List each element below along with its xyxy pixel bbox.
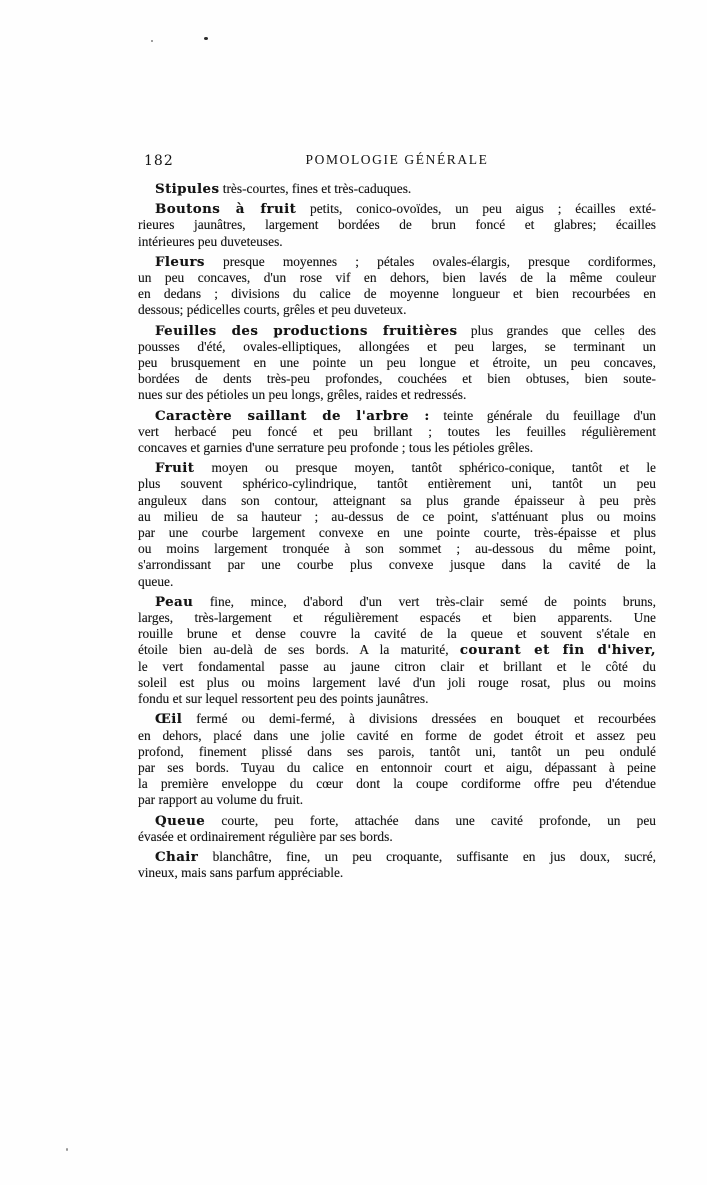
text-run: ou moins largement tronquée à son sommet ; au-dessous du même point,	[138, 541, 656, 557]
text-line	[138, 493, 656, 509]
paragraph	[138, 181, 656, 197]
scan-speck	[204, 37, 208, 40]
text-line	[138, 355, 656, 371]
bold-term: Fleurs	[155, 253, 205, 270]
text-line	[138, 424, 656, 440]
text-line	[138, 181, 656, 197]
text-run: blanchâtre, fine, un peu croquante, suffisante en jus doux, sucré,	[198, 848, 656, 864]
text-run: moyen ou presque moyen, tantôt sphérico-conique, tantôt et le	[194, 460, 656, 476]
text-line	[138, 574, 656, 590]
text-run: bordées de dents très-peu profondes, couchées et bien obtuses, bien soute-	[138, 371, 656, 387]
text-line	[138, 371, 656, 387]
text-run: concaves et garnies d'une serrature peu profonde ; tous les pétioles grêles.	[138, 440, 534, 456]
text-line	[138, 408, 656, 424]
paragraph	[138, 594, 656, 707]
bold-term: Feuilles des productions fruitières	[155, 322, 458, 339]
text-run: presque moyennes ; pétales ovales-élargis, presque cordiformes,	[204, 253, 656, 269]
text-run: petits, conico-ovoïdes, un peu aigus ; écailles exté-	[296, 201, 657, 217]
paragraph	[138, 323, 656, 404]
text-run: très-courtes, fines et très-caduques.	[219, 181, 412, 196]
text-line	[138, 440, 656, 456]
text-line	[138, 302, 656, 318]
text-run: le vert fondamental passe au jaune citron clair et brillant et le côté du	[138, 658, 656, 674]
bold-term: Chair	[155, 848, 199, 865]
body-text	[138, 181, 656, 881]
text-run: profond, finement plissé dans ses parois, tantôt uni, tantôt un peu ondulé	[138, 743, 656, 759]
text-run: vert herbacé peu foncé et peu brillant ; toutes les feuilles régulièrement	[138, 423, 656, 439]
paragraph	[138, 201, 656, 250]
running-title: POMOLOGIE GÉNÉRALE	[305, 152, 489, 167]
text-run: au milieu de sa hauteur ; au-dessus de ce point, s'atténuant plus ou moins	[138, 508, 656, 524]
text-line	[138, 711, 656, 727]
paragraph	[138, 254, 656, 319]
text-run: nues sur des pétioles un peu longs, grêles, raides et redressés.	[138, 387, 467, 403]
text-line	[138, 760, 656, 776]
scan-speck	[151, 40, 153, 42]
text-column	[138, 150, 656, 885]
text-line	[138, 254, 656, 270]
text-line	[138, 744, 656, 760]
text-line	[138, 339, 656, 355]
text-line	[138, 217, 656, 233]
bold-term: Œil	[155, 711, 183, 728]
text-line	[138, 323, 656, 339]
scan-speck	[66, 1148, 68, 1151]
page-header	[138, 150, 656, 170]
text-run: courte, peu forte, attachée dans une cavité profonde, un peu	[205, 812, 656, 828]
text-line	[138, 610, 656, 626]
text-run: la première enveloppe du cœur dont la coupe cordiforme offre peu d'étendue	[138, 776, 656, 792]
text-run: peu brusquement en une pointe un peu longue et étroite, un peu concaves,	[138, 355, 656, 371]
text-line	[138, 829, 656, 845]
bold-term: Fruit	[155, 460, 195, 477]
text-run: en dehors, placé dans une jolie cavité en forme de godet étroit et assez peu	[138, 727, 656, 743]
text-run: s'arrondissant par une courbe plus convexe jusque dans la cavité de la	[138, 557, 656, 573]
paragraph	[138, 408, 656, 457]
text-line	[138, 776, 656, 792]
text-run: fermé ou demi-fermé, à divisions dressées en bouquet et recourbées	[182, 711, 656, 727]
bold-term: Queue	[155, 812, 206, 829]
text-run: plus souvent sphérico-cylindrique, tantôt entièrement uni, tantôt un peu	[138, 476, 656, 492]
text-run: fine, mince, d'abord d'un vert très-clair semé de points bruns,	[193, 593, 656, 609]
bold-term: courant et fin d'hiver,	[459, 642, 656, 659]
text-line	[138, 865, 656, 881]
bold-term: Caractère saillant de l'arbre :	[155, 407, 430, 424]
text-run: par ses bords. Tuyau du calice en entonnoir court et aigu, dépassant à peine	[138, 759, 656, 775]
text-line	[138, 234, 656, 250]
text-line	[138, 626, 656, 642]
page-number: 182	[144, 153, 174, 169]
text-run: soleil est plus ou moins largement lavé d'un joli rouge rosat, plus ou moins	[138, 674, 656, 690]
bold-term: Boutons à fruit	[155, 201, 297, 218]
text-run: rieures jaunâtres, largement bordées de brun foncé et glabres; écailles	[138, 217, 656, 233]
text-run: en dedans ; divisions du calice de moyenne longueur et bien recourbées en	[138, 286, 656, 302]
paragraph	[138, 813, 656, 845]
text-run: fondu et sur lequel ressortent peu des points jaunâtres.	[138, 691, 429, 707]
text-run: queue.	[138, 573, 174, 589]
text-run: vineux, mais sans parfum appréciable.	[138, 865, 344, 881]
paragraph	[138, 460, 656, 590]
text-line	[138, 849, 656, 865]
text-run: anguleux dans son contour, atteignant sa plus grande épaisseur à peu près	[138, 492, 656, 508]
text-line	[138, 525, 656, 541]
text-run: larges, très-largement et régulièrement espacés et bien apparents. Une	[138, 610, 656, 626]
text-line	[138, 728, 656, 744]
text-run: intérieures peu duveteuses.	[138, 233, 283, 249]
text-run: rouille brune et dense couvre la cavité de la queue et souvent s'étale en	[138, 626, 656, 642]
text-line	[138, 675, 656, 691]
text-run: par une courbe largement convexe en une pointe courte, très-épaisse et plus	[138, 525, 656, 541]
text-line	[138, 642, 656, 658]
text-line	[138, 557, 656, 573]
text-line	[138, 460, 656, 476]
paragraph	[138, 849, 656, 881]
text-run: étoile bien au-delà de ses bords. A la maturité,	[138, 642, 460, 658]
text-run: évasée et ordinairement régulière par ses bords.	[138, 828, 393, 844]
text-line	[138, 541, 656, 557]
bold-term: Stipules	[155, 181, 220, 197]
text-line	[138, 509, 656, 525]
text-run: plus grandes que celles des	[457, 322, 656, 338]
paragraph	[138, 711, 656, 808]
text-run: par rapport au volume du fruit.	[138, 792, 304, 808]
text-line	[138, 813, 656, 829]
bold-term: Peau	[155, 593, 194, 610]
text-line	[138, 659, 656, 675]
text-line	[138, 387, 656, 403]
text-line	[138, 792, 656, 808]
text-run: teinte générale du feuillage d'un	[429, 407, 656, 423]
text-run: dessous; pédicelles courts, grêles et peu duveteux.	[138, 302, 407, 318]
text-line	[138, 691, 656, 707]
text-line	[138, 201, 656, 217]
text-line	[138, 286, 656, 302]
text-line	[138, 270, 656, 286]
text-run: pousses d'été, ovales-elliptiques, allongées et peu larges, se terminant un	[138, 338, 656, 354]
text-line	[138, 476, 656, 492]
text-run: un peu concaves, d'un rose vif en dehors, bien lavés de la même couleur	[138, 270, 656, 286]
text-line	[138, 594, 656, 610]
